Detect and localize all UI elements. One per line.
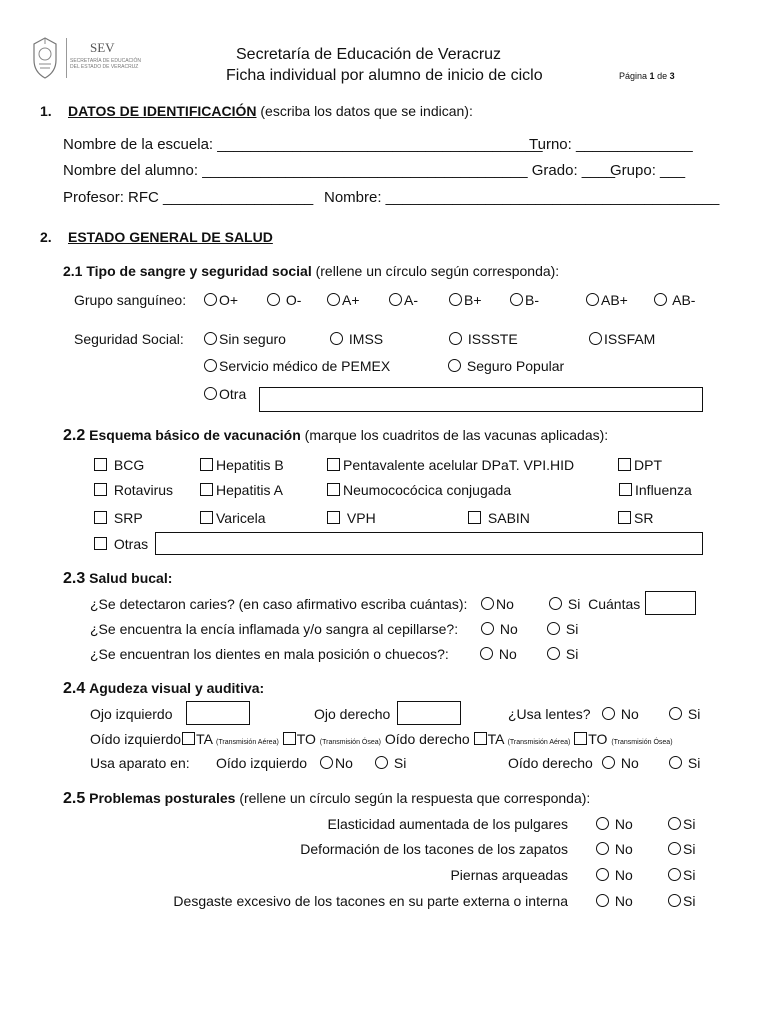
page-number: 1 — [649, 71, 655, 81]
radio-circle-icon[interactable] — [448, 359, 461, 372]
vaccine-hepatitis-b[interactable]: Hepatitis B — [200, 457, 284, 473]
vaccine-other-input[interactable] — [155, 532, 703, 555]
blood-group-label: Grupo sanguíneo: — [74, 292, 187, 308]
doc-subtitle: Ficha individual por alumno de inicio de ciclo — [226, 67, 543, 84]
desgaste-no[interactable]: No — [596, 893, 633, 909]
caries-no[interactable]: No — [481, 596, 514, 612]
ss-option-other[interactable]: Otra — [204, 386, 246, 402]
radio-circle-icon[interactable] — [481, 597, 494, 610]
ss-option-imss[interactable]: IMSS — [330, 331, 383, 347]
checkbox-icon[interactable] — [94, 511, 107, 524]
ss-option-issste[interactable]: ISSSTE — [449, 331, 518, 347]
doc-title: Secretaría de Educación de Veracruz — [236, 46, 502, 63]
vaccine-sabin[interactable]: SABIN — [468, 510, 530, 526]
ss-option-seguro-popular[interactable]: Seguro Popular — [448, 358, 564, 374]
s22-title: Esquema básico de vacunación — [89, 427, 301, 443]
vaccine-otras[interactable]: Otras — [94, 536, 148, 552]
cuantas-label: Cuántas — [588, 596, 641, 612]
radio-circle-icon[interactable] — [549, 597, 562, 610]
student-name-grade-field[interactable]: Nombre del alumno: _______________________________________ Grado: ____ — [63, 162, 616, 179]
radio-circle-icon[interactable] — [586, 293, 599, 306]
ss-option-pemex[interactable]: Servicio médico de PEMEX — [204, 358, 390, 374]
page-indicator — [619, 71, 675, 81]
postural-q-tacones: Deformación de los tacones de los zapatos — [300, 841, 568, 857]
radio-circle-icon[interactable] — [668, 894, 681, 907]
glasses-label: ¿Usa lentes? — [508, 706, 591, 722]
right-ear-to-checkbox[interactable] — [574, 732, 587, 745]
left-ear-to-checkbox[interactable] — [283, 732, 296, 745]
postural-q-pulgares: Elasticidad aumentada de los pulgares — [327, 816, 568, 832]
vaccine-hepatitis-a[interactable]: Hepatitis A — [200, 482, 283, 498]
vaccine-neumococo[interactable]: Neumococócica conjugada — [327, 482, 511, 498]
blood-option-b-neg[interactable]: B- — [510, 292, 539, 308]
section1-heading — [68, 103, 473, 119]
piernas-no[interactable]: No — [596, 867, 633, 883]
radio-circle-icon[interactable] — [596, 817, 609, 830]
s25-heading — [63, 790, 590, 808]
checkbox-icon[interactable] — [618, 458, 631, 471]
glasses-si[interactable]: Si — [669, 706, 700, 722]
radio-circle-icon[interactable] — [204, 332, 217, 345]
radio-circle-icon[interactable] — [602, 707, 615, 720]
right-eye-input[interactable] — [397, 701, 461, 725]
checkbox-icon[interactable] — [94, 458, 107, 471]
hearing-aid-left-label: Oído izquierdo — [216, 755, 308, 771]
checkbox-icon[interactable] — [327, 458, 340, 471]
blood-option-a-neg[interactable]: A- — [389, 292, 418, 308]
dientes-no[interactable]: No — [480, 646, 517, 662]
encia-si[interactable]: Si — [547, 621, 578, 637]
vaccine-rotavirus[interactable]: Rotavirus — [94, 482, 173, 498]
blood-option-a-pos[interactable]: A+ — [327, 292, 360, 308]
right-ear-ta-checkbox[interactable] — [474, 732, 487, 745]
s24-title: Agudeza visual y auditiva: — [89, 680, 265, 696]
vaccine-sr[interactable]: SR — [618, 510, 653, 526]
hearing-aid-left-si[interactable]: Si — [375, 755, 406, 771]
vaccine-influenza[interactable]: Influenza — [619, 482, 692, 498]
s21-title: 2.1 Tipo de sangre y seguridad social — [63, 263, 312, 279]
radio-circle-icon[interactable] — [480, 647, 493, 660]
hearing-aid-left-no[interactable]: No — [320, 755, 353, 771]
piernas-si[interactable]: Si — [668, 867, 695, 883]
group-field[interactable]: Grupo: ___ — [610, 162, 686, 179]
encia-no[interactable]: No — [481, 621, 518, 637]
vaccine-srp[interactable]: SRP — [94, 510, 143, 526]
page-total: 3 — [669, 71, 675, 81]
s22-note: (marque los cuadritos de las vacunas aplicadas): — [304, 427, 609, 443]
radio-circle-icon[interactable] — [320, 756, 333, 769]
teacher-rfc-field[interactable]: Profesor: RFC __________________ — [63, 189, 314, 206]
veracruz-seal-logo — [30, 36, 60, 80]
radio-circle-icon[interactable] — [204, 387, 217, 400]
left-eye-input[interactable] — [186, 701, 250, 725]
radio-circle-icon[interactable] — [668, 842, 681, 855]
social-security-label: Seguridad Social: — [74, 331, 184, 347]
checkbox-icon[interactable] — [200, 483, 213, 496]
vaccine-bcg[interactable]: BCG — [94, 457, 144, 473]
pulgares-si[interactable]: Si — [668, 816, 695, 832]
section2-number: 2. — [40, 229, 52, 245]
checkbox-icon[interactable] — [94, 483, 107, 496]
postural-q-desgaste: Desgaste excesivo de los tacones en su parte externa o interna — [173, 893, 568, 909]
right-ear-label: Oído derecho — [384, 731, 470, 747]
section1-title: DATOS DE IDENTIFICACIÓN — [68, 103, 257, 119]
radio-circle-icon[interactable] — [204, 359, 217, 372]
left-ear-ta-checkbox[interactable] — [182, 732, 195, 745]
ss-option-issfam[interactable]: ISSFAM — [589, 331, 655, 347]
radio-circle-icon[interactable] — [449, 293, 462, 306]
radio-circle-icon[interactable] — [330, 332, 343, 345]
blood-option-ab-neg[interactable]: AB- — [654, 292, 695, 308]
radio-circle-icon[interactable] — [668, 817, 681, 830]
radio-circle-icon[interactable] — [547, 622, 560, 635]
vaccine-pentavalente[interactable]: Pentavalente acelular DPaT. VPI.HID — [327, 457, 574, 473]
s22-number: 2.2 — [63, 427, 86, 444]
s23-heading — [63, 570, 172, 588]
vaccine-dpt[interactable]: DPT — [618, 457, 662, 473]
blood-option-ab-pos[interactable]: AB+ — [586, 292, 628, 308]
tacones-si[interactable]: Si — [668, 841, 695, 857]
page-of: de — [657, 71, 668, 81]
s24-heading — [63, 680, 264, 698]
radio-circle-icon[interactable] — [596, 894, 609, 907]
radio-circle-icon[interactable] — [547, 647, 560, 660]
hearing-row: Oído izquierdo TA (Transmisión Aérea) TO (Transmisión Ósea) Oído derecho TA (Transmisión Aérea) TO (Transmisión Ósea) — [90, 731, 673, 747]
radio-circle-icon[interactable] — [596, 842, 609, 855]
radio-circle-icon[interactable] — [375, 756, 388, 769]
glasses-no[interactable]: No — [602, 706, 639, 722]
radio-circle-icon[interactable] — [596, 868, 609, 881]
checkbox-icon[interactable] — [618, 511, 631, 524]
ss-other-input[interactable] — [259, 387, 703, 412]
s21-note: (rellene un círculo según corresponda): — [315, 263, 560, 279]
blood-option-o-neg[interactable]: O- — [267, 292, 301, 308]
radio-circle-icon[interactable] — [669, 707, 682, 720]
radio-circle-icon[interactable] — [669, 756, 682, 769]
s22-heading — [63, 427, 608, 445]
bucal-q-caries: ¿Se detectaron caries? (en caso afirmativo escriba cuántas): — [90, 596, 468, 612]
desgaste-si[interactable]: Si — [668, 893, 695, 909]
checkbox-icon[interactable] — [200, 458, 213, 471]
ss-option-none[interactable]: Sin seguro — [204, 331, 286, 347]
radio-circle-icon[interactable] — [602, 756, 615, 769]
logo-caption: SECRETARÍA DE EDUCACIÓN DEL ESTADO DE VERACRUZ — [70, 58, 142, 70]
checkbox-icon[interactable] — [200, 511, 213, 524]
s24-number: 2.4 — [63, 680, 86, 697]
radio-circle-icon[interactable] — [389, 293, 402, 306]
vaccine-varicela[interactable]: Varicela — [200, 510, 266, 526]
radio-circle-icon[interactable] — [204, 293, 217, 306]
caries-si[interactable]: Si Cuántas — [549, 596, 640, 612]
checkbox-icon[interactable] — [468, 511, 481, 524]
section2-title: ESTADO GENERAL DE SALUD — [68, 229, 273, 245]
page-label: Página — [619, 71, 648, 81]
hearing-aid-right-label: Oído derecho — [508, 755, 593, 771]
checkbox-icon[interactable] — [619, 483, 632, 496]
checkbox-icon[interactable] — [327, 483, 340, 496]
radio-circle-icon[interactable] — [589, 332, 602, 345]
s23-title: Salud bucal: — [89, 570, 173, 586]
logo-text: SEV — [90, 40, 115, 55]
radio-circle-icon[interactable] — [481, 622, 494, 635]
caries-count-input[interactable] — [645, 591, 696, 615]
pulgares-no[interactable]: No — [596, 816, 633, 832]
shift-field[interactable]: Turno: ______________ — [529, 136, 693, 153]
checkbox-icon[interactable] — [327, 511, 340, 524]
radio-circle-icon[interactable] — [654, 293, 667, 306]
logo-divider — [66, 38, 67, 78]
teacher-name-field[interactable]: Nombre: ________________________________________ — [324, 189, 720, 206]
radio-circle-icon[interactable] — [510, 293, 523, 306]
s25-title: Problemas posturales — [89, 790, 236, 806]
hearing-aid-right-si[interactable]: Si — [669, 755, 700, 771]
radio-circle-icon[interactable] — [668, 868, 681, 881]
left-ear-label: Oído izquierdo — [90, 731, 182, 747]
postural-q-piernas: Piernas arqueadas — [450, 867, 568, 883]
radio-circle-icon[interactable] — [267, 293, 280, 306]
s23-number: 2.3 — [63, 570, 86, 587]
radio-circle-icon[interactable] — [449, 332, 462, 345]
school-name-field[interactable]: Nombre de la escuela: _______________________________________ — [63, 136, 543, 153]
left-eye-label: Ojo izquierdo — [90, 706, 173, 722]
section1-number: 1. — [40, 103, 52, 119]
checkbox-icon[interactable] — [94, 537, 107, 550]
s25-note: (rellene un círculo según la respuesta que corresponda): — [239, 790, 591, 806]
radio-circle-icon[interactable] — [327, 293, 340, 306]
bucal-q-encia: ¿Se encuentra la encía inflamada y/o sangra al cepillarse?: — [90, 621, 459, 637]
blood-option-o-pos[interactable]: O+ — [204, 292, 238, 308]
s25-number: 2.5 — [63, 790, 86, 807]
right-eye-label: Ojo derecho — [314, 706, 391, 722]
vaccine-vph[interactable]: VPH — [327, 510, 376, 526]
bucal-q-dientes: ¿Se encuentran los dientes en mala posición o chuecos?: — [90, 646, 449, 662]
s21-heading — [63, 263, 559, 279]
dientes-si[interactable]: Si — [547, 646, 578, 662]
section1-note: (escriba los datos que se indican): — [260, 103, 473, 119]
tacones-no[interactable]: No — [596, 841, 633, 857]
hearing-aid-right-no[interactable]: No — [602, 755, 639, 771]
blood-option-b-pos[interactable]: B+ — [449, 292, 482, 308]
hearing-aid-label: Usa aparato en: — [90, 755, 190, 771]
